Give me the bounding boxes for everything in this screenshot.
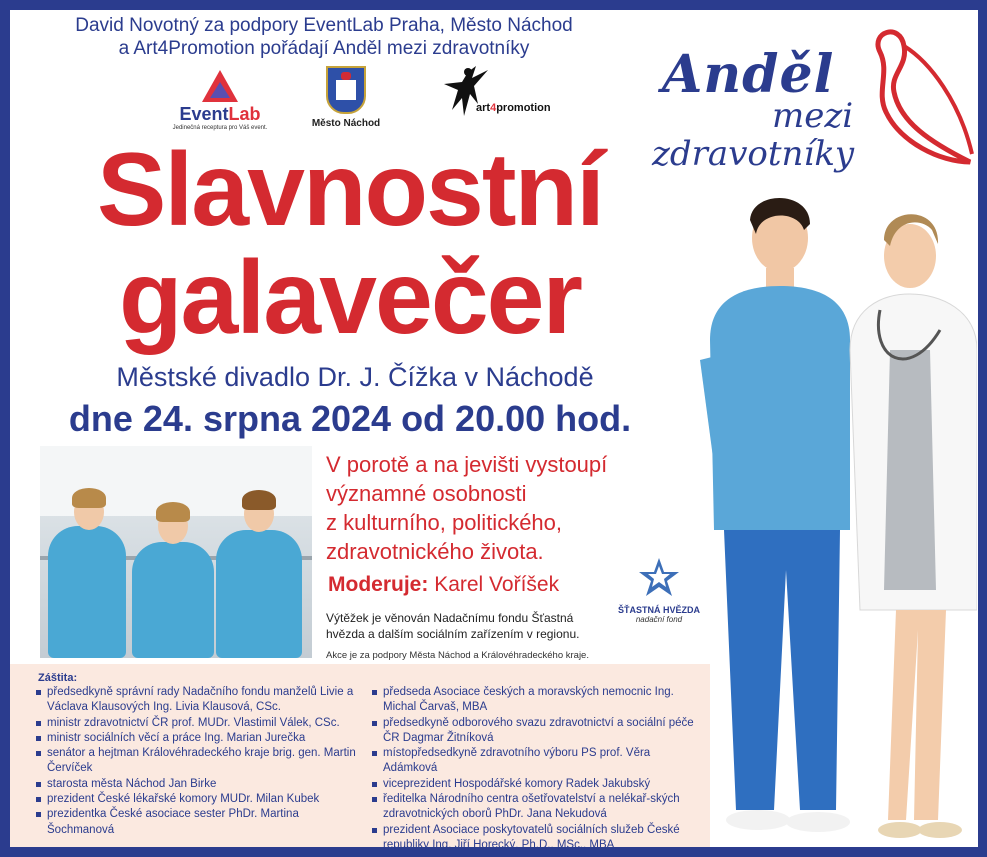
- event-brand-logo: [632, 22, 972, 192]
- foundation-logo: [614, 556, 704, 624]
- list-item: předsedkyně správní rady Nadačního fondu manželů Livie a Václava Klausových Ing. Livia Klausová, CSc.: [36, 685, 366, 716]
- angel-figure-icon: [438, 64, 498, 136]
- two-nurses-illustration: [700, 190, 977, 847]
- organizers-line-1: David Novotný za podpory EventLab Praha, Město Náchod: [75, 15, 573, 36]
- organizers-line-2: a Art4Promotion pořádají Anděl mezi zdravotníky: [118, 38, 530, 59]
- event-title-line-2: galavečer: [119, 240, 581, 356]
- jury-line-2: významné osobnosti: [326, 481, 527, 506]
- nachod-logo: [306, 66, 386, 129]
- moderator-label: Moderuje:: [328, 573, 429, 596]
- foundation-sub: nadační fond: [635, 615, 683, 624]
- list-item: prezident Asociace poskytovatelů sociálních služeb České republiky Ing. Jiří Horecký, Ph.D., MSc., MBA: [372, 823, 702, 854]
- venue: Městské divadlo Dr. J. Čížka v Náchodě: [116, 362, 594, 392]
- event-date: dne 24. srpna 2024 od 20.00 hod.: [68, 398, 632, 439]
- eventlab-tagline: Jedinečná receptura pro Váš event.: [172, 125, 268, 131]
- art-name-c: promotion: [496, 102, 551, 114]
- brand-line-2: mezi: [772, 96, 854, 136]
- flask-icon: [202, 70, 238, 102]
- proceeds-line-1: Výtěžek je věnován Nadačnímu fondu Šťastná: [326, 611, 574, 625]
- eventlab-logo: [165, 70, 275, 131]
- patronage-list-right: [372, 685, 702, 853]
- list-item: ministr zdravotnictví ČR prof. MUDr. Vlastimil Válek, CSc.: [36, 716, 366, 731]
- patronage-box: [10, 664, 710, 851]
- event-title-line-1: Slavnostní: [97, 132, 603, 248]
- support-note: Akce je za podpory Města Náchod a Královéhradeckého kraje.: [326, 650, 589, 661]
- jury-line-3: z kulturního, politického,: [326, 510, 563, 535]
- foundation-name: ŠŤASTNÁ HVĚZDA: [617, 605, 700, 615]
- list-item: prezidentka České asociace sester PhDr. Martina Šochmanová: [36, 807, 366, 838]
- patronage-list-left: [36, 685, 366, 838]
- list-item: prezident České lékařské komory MUDr. Milan Kubek: [36, 792, 366, 807]
- angel-wing-icon: [860, 22, 980, 182]
- nachod-label: Město Náchod: [311, 118, 381, 129]
- list-item: senátor a hejtman Královéhradeckého kraje brig. gen. Martin Červíček: [36, 746, 366, 777]
- star-icon: [637, 556, 681, 600]
- patronage-title: Záštita:: [38, 672, 78, 684]
- list-item: ředitelka Národního centra ošetřovatelství a nelékař-ských zdravotnických oborů PhDr. Jana Nekudová: [372, 792, 702, 823]
- list-item: předseda Asociace českých a moravských nemocnic Ing. Michal Čarvaš, MBA: [372, 685, 702, 716]
- jury-line-4: zdravotnického života.: [326, 539, 544, 564]
- eventlab-name-b: Lab: [228, 104, 261, 124]
- art-name-b: 4: [490, 102, 497, 114]
- organizers-header: [24, 14, 624, 60]
- moderator-name: Karel Voříšek: [434, 573, 560, 596]
- brand-line-1: Anděl: [662, 44, 835, 105]
- jury-line-1: V porotě a na jevišti vystoupí: [326, 452, 608, 477]
- art-name-a: art: [476, 102, 491, 114]
- list-item: starosta města Náchod Jan Birke: [36, 777, 366, 792]
- list-item: ministr sociálních věcí a práce Ing. Marian Jurečka: [36, 731, 366, 746]
- list-item: předsedkyně odborového svazu zdravotnictví a sociální péče ČR Dagmar Žitníková: [372, 716, 702, 747]
- nurses-group-photo: [40, 446, 312, 658]
- jury-text: [326, 450, 686, 566]
- brand-line-3: zdravotníky: [652, 134, 855, 174]
- list-item: místopředsedkyně zdravotního výboru PS prof. Věra Adámková: [372, 746, 702, 777]
- eventlab-name-a: Event: [179, 104, 229, 124]
- proceeds-note: [326, 610, 626, 642]
- list-item: viceprezident Hospodářské komory Radek Jakubský: [372, 777, 702, 792]
- moderator: [328, 573, 559, 597]
- coat-of-arms-icon: [326, 66, 366, 114]
- proceeds-line-2: hvězda a dalším sociálním zařízením v regionu.: [326, 627, 580, 641]
